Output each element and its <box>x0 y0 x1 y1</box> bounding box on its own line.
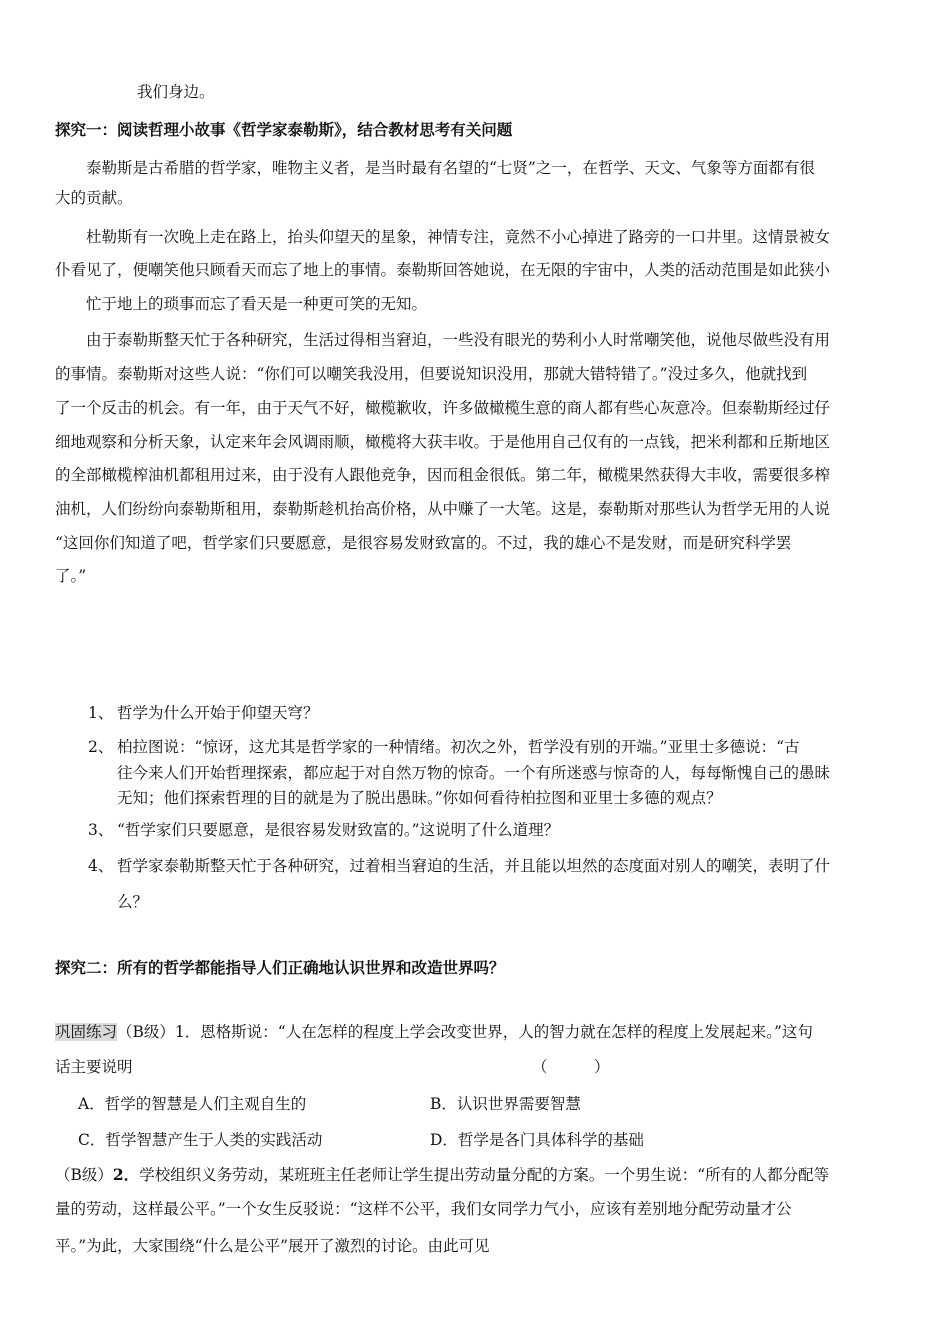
paragraph-line: 的全部橄榄榨油机都租用过来，由于没有人跟他竞争，因而租金很低。第二年，橄榄果然获得大丰收，需要很多榨 <box>55 466 831 484</box>
question-text: 么？ <box>117 893 149 911</box>
paragraph-line: 泰勒斯是古希腊的哲学家，唯物主义者，是当时最有名望的“七贤”之一，在哲学、天文、气象等方面都有很 <box>86 159 815 177</box>
paragraph-line: 忙于地上的琐事而忘了看天是一种更可笑的无知。 <box>86 295 428 313</box>
option-a: A．哲学的智慧是人们主观自生的 <box>78 1095 307 1113</box>
question-number: 2、 <box>88 738 114 756</box>
paragraph-line: 由于泰勒斯整天忙于各种研究，生活过得相当窘迫，一些没有眼光的势利小人时常嘲笑他，说他尽做些没有用 <box>86 331 831 349</box>
practice-q2-num: 2． <box>112 1165 140 1184</box>
question-text: 无知；他们探索哲理的目的就是为了脱出愚昧。”你如何看待柏拉图和亚里士多德的观点？ <box>117 789 722 807</box>
practice-q2-line1 <box>55 1165 829 1185</box>
paragraph-line: 了。” <box>55 567 87 585</box>
option-b: B．认识世界需要智慧 <box>430 1095 581 1113</box>
question-text: 哲学为什么开始于仰望天穹？ <box>117 704 319 722</box>
paragraph-line: 细地观察和分析天象，认定来年会风调雨顺，橄榄将大获丰收。于是他用自己仅有的一点钱，把米利都和丘斯地区 <box>55 433 831 451</box>
practice-label: 巩固练习 <box>55 1023 118 1041</box>
paragraph-line: 仆看见了，便嘲笑他只顾看天而忘了地上的事情。泰勒斯回答她说，在无限的宇宙中，人类的活动范围是如此狭小 <box>55 261 831 279</box>
question-number: 4、 <box>88 857 114 875</box>
question-number: 1、 <box>88 704 114 722</box>
question-number: 3、 <box>88 821 114 839</box>
paragraph-line: 的事情。泰勒斯对这些人说：“你们可以嘲笑我没用，但要说知识没用，那就大错特错了。”没过多久，他就找到 <box>55 365 808 383</box>
option-c: C．哲学智慧产生于人类的实践活动 <box>78 1131 323 1149</box>
paragraph-line: 杜勒斯有一次晚上走在路上，抬头仰望天的星象，神情专注，竟然不小心掉进了路旁的一口井里。这情景被女 <box>86 228 831 246</box>
practice-q2-line2: 量的劳动，这样最公平。”一个女生反驳说：“这样不公平，我们女同学力气小，应该有差别地分配劳动量才公 <box>55 1200 792 1218</box>
paragraph-line: 了一个反击的机会。有一年，由于天气不好，橄榄歉收，许多做橄榄生意的商人都有些心灰意冷。但泰勒斯经过仔 <box>55 399 831 417</box>
practice-q1-line1 <box>55 1022 813 1042</box>
practice-q2-prefix: （B级） <box>55 1166 113 1184</box>
option-d: D．哲学是各门具体科学的基础 <box>430 1131 644 1149</box>
section1-heading: 探究一：阅读哲理小故事《哲学家泰勒斯》，结合教材思考有关问题 <box>55 120 513 139</box>
question-text: 柏拉图说：“惊讶，这尤其是哲学家的一种情绪。初次之外，哲学没有别的开端。”亚里士多德说：“古 <box>117 738 800 756</box>
paragraph-line: “这回你们知道了吧，哲学家们只要愿意，是很容易发财致富的。不过，我的雄心不是发财，而是研究科学罢 <box>55 534 792 552</box>
practice-q1-text: （B级）1．恩格斯说：“人在怎样的程度上学会改变世界，人的智力就在怎样的程度上发展起来。”这句 <box>117 1023 813 1041</box>
practice-q2-text: 学校组织义务劳动，某班班主任老师让学生提出劳动量分配的方案。一个男生说：“所有的人都分配等 <box>139 1166 830 1184</box>
practice-q1-line2: 话主要说明 <box>55 1058 133 1076</box>
question-text: 往今来人们开始哲理探索，都应起于对自然万物的惊奇。一个有所迷惑与惊奇的人，每每惭愧自己的愚昧 <box>117 764 831 782</box>
paragraph-line: 油机，人们纷纷向泰勒斯租用，泰勒斯趁机抬高价格，从中赚了一大笔。这是，泰勒斯对那些认为哲学无用的人说 <box>55 500 831 518</box>
section2-heading: 探究二：所有的哲学都能指导人们正确地认识世界和改造世界吗？ <box>55 958 505 977</box>
question-text: 哲学家泰勒斯整天忙于各种研究，过着相当窘迫的生活，并且能以坦然的态度面对别人的嘲笑，表明了什 <box>117 857 831 875</box>
paragraph-line: 大的贡献。 <box>55 189 133 207</box>
question-text: “哲学家们只要愿意，是很容易发财致富的。”这说明了什么道理？ <box>117 821 560 839</box>
practice-q2-line3: 平。”为此，大家围绕“什么是公平”展开了激烈的讨论。由此可见 <box>55 1237 490 1255</box>
intro-tail: 我们身边。 <box>137 83 215 101</box>
answer-bracket: （ ） <box>532 1058 610 1076</box>
